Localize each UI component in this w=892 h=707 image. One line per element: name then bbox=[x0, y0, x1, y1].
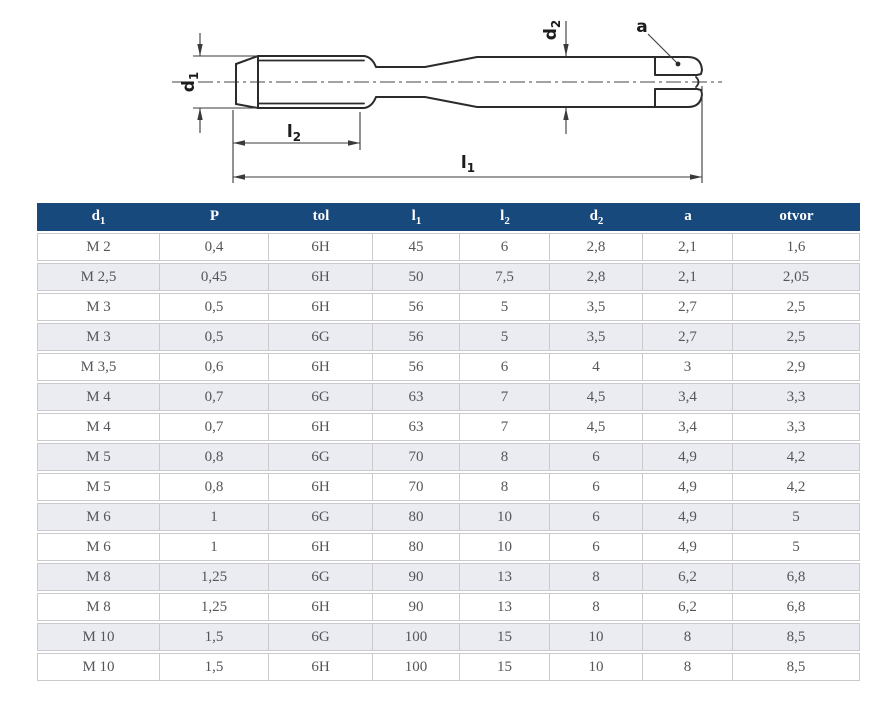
l2-arrow-left bbox=[233, 140, 245, 145]
tap-outline-bottom bbox=[236, 89, 702, 108]
table-cell: 2,1 bbox=[643, 233, 733, 261]
table-cell: 6 bbox=[550, 473, 643, 501]
table-cell: 90 bbox=[373, 563, 460, 591]
table-cell: 6G bbox=[269, 563, 373, 591]
table-cell: M 5 bbox=[37, 443, 160, 471]
table-cell: 10 bbox=[460, 533, 550, 561]
d2-arrow-top bbox=[563, 44, 568, 56]
table-cell: 3,4 bbox=[643, 383, 733, 411]
table-cell: 1,5 bbox=[160, 653, 269, 681]
table-cell: M 4 bbox=[37, 413, 160, 441]
table-cell: 4,9 bbox=[643, 503, 733, 531]
table-cell: 6G bbox=[269, 383, 373, 411]
column-header-text: d bbox=[589, 207, 598, 224]
table-cell: 56 bbox=[373, 353, 460, 381]
table-cell: 100 bbox=[373, 653, 460, 681]
table-cell: 10 bbox=[460, 503, 550, 531]
table-cell: 5 bbox=[733, 533, 860, 561]
table-cell: 3,3 bbox=[733, 383, 860, 411]
table-header-row bbox=[37, 203, 860, 231]
column-header-text: tol bbox=[312, 207, 330, 224]
column-header-text: l bbox=[500, 207, 505, 224]
table-row bbox=[37, 623, 860, 651]
table-cell: 10 bbox=[550, 653, 643, 681]
column-header-a bbox=[643, 203, 733, 231]
a-leader-dot bbox=[676, 62, 681, 67]
table-row bbox=[37, 563, 860, 591]
table-cell: 6G bbox=[269, 443, 373, 471]
table-cell: M 2,5 bbox=[37, 263, 160, 291]
table-cell: 6H bbox=[269, 593, 373, 621]
table-cell: 6H bbox=[269, 473, 373, 501]
table-cell: M 6 bbox=[37, 503, 160, 531]
column-header-d1 bbox=[37, 203, 160, 231]
table-cell: 6,2 bbox=[643, 593, 733, 621]
table-cell: 7 bbox=[460, 413, 550, 441]
table-cell: 1,5 bbox=[160, 623, 269, 651]
table-body bbox=[37, 233, 860, 681]
table-cell: 56 bbox=[373, 323, 460, 351]
table-cell: 6G bbox=[269, 623, 373, 651]
table-row bbox=[37, 653, 860, 681]
column-header-subscript: 1 bbox=[415, 214, 422, 227]
dimension-d2 bbox=[541, 20, 569, 134]
table-row bbox=[37, 353, 860, 381]
column-header-p bbox=[160, 203, 269, 231]
table-cell: 100 bbox=[373, 623, 460, 651]
table-row bbox=[37, 293, 860, 321]
column-header-text: l bbox=[411, 207, 416, 224]
table-cell: 70 bbox=[373, 473, 460, 501]
column-header-tol bbox=[269, 203, 373, 231]
dimension-l1 bbox=[233, 86, 702, 183]
table-cell: 8 bbox=[643, 653, 733, 681]
table-row bbox=[37, 323, 860, 351]
table-cell: 50 bbox=[373, 263, 460, 291]
column-header-l1 bbox=[373, 203, 460, 231]
table-header bbox=[37, 203, 860, 231]
table-cell: 6H bbox=[269, 533, 373, 561]
table-row bbox=[37, 383, 860, 411]
column-header-otvor bbox=[733, 203, 860, 231]
dimension-l2 bbox=[233, 110, 360, 183]
table-row bbox=[37, 473, 860, 501]
l1-arrow-right bbox=[690, 174, 702, 179]
table-row bbox=[37, 413, 860, 441]
column-header-text: a bbox=[684, 207, 692, 224]
table-cell: 80 bbox=[373, 503, 460, 531]
table-cell: M 10 bbox=[37, 653, 160, 681]
table-cell: 0,8 bbox=[160, 443, 269, 471]
table-cell: 4,5 bbox=[550, 383, 643, 411]
table-cell: 0,4 bbox=[160, 233, 269, 261]
table-cell: 1 bbox=[160, 503, 269, 531]
table-cell: 4,2 bbox=[733, 473, 860, 501]
table-cell: M 3 bbox=[37, 293, 160, 321]
table-cell: 0,5 bbox=[160, 323, 269, 351]
table-cell: 8,5 bbox=[733, 653, 860, 681]
table-row bbox=[37, 443, 860, 471]
l2-label: $l_2$ bbox=[286, 122, 302, 144]
table-cell: 6 bbox=[550, 533, 643, 561]
table-cell: 2,7 bbox=[643, 293, 733, 321]
table-cell: 3,3 bbox=[733, 413, 860, 441]
table-cell: 8 bbox=[550, 593, 643, 621]
table-cell: 13 bbox=[460, 563, 550, 591]
column-header-d2 bbox=[550, 203, 643, 231]
table-row bbox=[37, 233, 860, 261]
table-cell: 6G bbox=[269, 323, 373, 351]
table-cell: M 10 bbox=[37, 623, 160, 651]
table-cell: 8 bbox=[460, 473, 550, 501]
column-header-subscript: 1 bbox=[99, 214, 106, 227]
tap-technical-drawing bbox=[0, 0, 892, 199]
table-cell: 80 bbox=[373, 533, 460, 561]
table-cell: 6G bbox=[269, 503, 373, 531]
dimension-d1 bbox=[179, 33, 257, 133]
table-cell: 1,6 bbox=[733, 233, 860, 261]
table-cell: 1,25 bbox=[160, 593, 269, 621]
tap-dimensions-table bbox=[37, 201, 860, 683]
table-cell: 0,6 bbox=[160, 353, 269, 381]
table-cell: M 2 bbox=[37, 233, 160, 261]
table-cell: 70 bbox=[373, 443, 460, 471]
table-cell: 4,9 bbox=[643, 473, 733, 501]
table-cell: 6,8 bbox=[733, 563, 860, 591]
table-cell: M 6 bbox=[37, 533, 160, 561]
table-cell: 6,8 bbox=[733, 593, 860, 621]
d1-arrow-bottom bbox=[197, 108, 202, 120]
column-header-subscript: 2 bbox=[504, 214, 510, 227]
table-cell: 0,45 bbox=[160, 263, 269, 291]
table-cell: 7,5 bbox=[460, 263, 550, 291]
l2-arrow-right bbox=[348, 140, 360, 145]
table-cell: 6H bbox=[269, 353, 373, 381]
table-cell: M 5 bbox=[37, 473, 160, 501]
table-cell: 6,2 bbox=[643, 563, 733, 591]
table-cell: M 3,5 bbox=[37, 353, 160, 381]
table-cell: 0,8 bbox=[160, 473, 269, 501]
l1-arrow-left bbox=[233, 174, 245, 179]
table-cell: M 8 bbox=[37, 563, 160, 591]
table-cell: 5 bbox=[733, 503, 860, 531]
table-cell: 2,05 bbox=[733, 263, 860, 291]
table-cell: 0,5 bbox=[160, 293, 269, 321]
table-cell: 6H bbox=[269, 233, 373, 261]
table-cell: 4,9 bbox=[643, 443, 733, 471]
column-header-subscript: 2 bbox=[597, 214, 604, 227]
table-row bbox=[37, 263, 860, 291]
table-cell: 45 bbox=[373, 233, 460, 261]
table-cell: 2,5 bbox=[733, 323, 860, 351]
table-cell: 10 bbox=[550, 623, 643, 651]
l1-label: $l_1$ bbox=[460, 153, 476, 175]
d2-label: $d_2$ bbox=[541, 19, 563, 41]
table-cell: 2,8 bbox=[550, 263, 643, 291]
square-end-upper-edge bbox=[655, 57, 697, 75]
table-cell: 2,9 bbox=[733, 353, 860, 381]
tap-outline-top bbox=[236, 56, 702, 75]
square-end-lower-edge bbox=[655, 89, 697, 107]
table-cell: M 3 bbox=[37, 323, 160, 351]
column-header-text: d bbox=[91, 207, 100, 224]
table-cell: 8 bbox=[460, 443, 550, 471]
a-leader-line bbox=[648, 34, 678, 64]
d2-arrow-bottom bbox=[563, 108, 568, 120]
table-cell: 2,8 bbox=[550, 233, 643, 261]
table-cell: 6H bbox=[269, 653, 373, 681]
table-cell: 2,1 bbox=[643, 263, 733, 291]
table-cell: 1,25 bbox=[160, 563, 269, 591]
table-cell: 2,5 bbox=[733, 293, 860, 321]
table-cell: 5 bbox=[460, 293, 550, 321]
table-cell: 8 bbox=[643, 623, 733, 651]
table-cell: 3,5 bbox=[550, 323, 643, 351]
table-cell: 7 bbox=[460, 383, 550, 411]
table-row bbox=[37, 533, 860, 561]
table-cell: 0,7 bbox=[160, 383, 269, 411]
table-cell: 90 bbox=[373, 593, 460, 621]
table-cell: 6 bbox=[460, 353, 550, 381]
d1-label: $d_1$ bbox=[179, 71, 201, 93]
table-cell: 15 bbox=[460, 653, 550, 681]
table-cell: 13 bbox=[460, 593, 550, 621]
table-cell: 3,4 bbox=[643, 413, 733, 441]
table-cell: 2,7 bbox=[643, 323, 733, 351]
table-cell: 63 bbox=[373, 383, 460, 411]
column-header-text: P bbox=[209, 207, 220, 224]
table-cell: 56 bbox=[373, 293, 460, 321]
callout-a bbox=[636, 17, 680, 66]
d1-arrow-top bbox=[197, 44, 202, 56]
table-cell: 6 bbox=[550, 443, 643, 471]
table-cell: M 8 bbox=[37, 593, 160, 621]
table-row bbox=[37, 503, 860, 531]
table-cell: 6H bbox=[269, 293, 373, 321]
table-cell: 4,5 bbox=[550, 413, 643, 441]
table-cell: 4,2 bbox=[733, 443, 860, 471]
table-cell: 6H bbox=[269, 413, 373, 441]
table-cell: 4 bbox=[550, 353, 643, 381]
table-cell: M 4 bbox=[37, 383, 160, 411]
table-cell: 15 bbox=[460, 623, 550, 651]
table-cell: 8 bbox=[550, 563, 643, 591]
table-cell: 3,5 bbox=[550, 293, 643, 321]
table-cell: 4,9 bbox=[643, 533, 733, 561]
table-cell: 8,5 bbox=[733, 623, 860, 651]
table-cell: 1 bbox=[160, 533, 269, 561]
table-row bbox=[37, 593, 860, 621]
table-cell: 5 bbox=[460, 323, 550, 351]
tap-drawing-section bbox=[0, 0, 892, 199]
column-header-l2 bbox=[460, 203, 550, 231]
table-cell: 6 bbox=[460, 233, 550, 261]
table-cell: 3 bbox=[643, 353, 733, 381]
table-cell: 6H bbox=[269, 263, 373, 291]
table-cell: 63 bbox=[373, 413, 460, 441]
column-header-text: otvor bbox=[779, 207, 814, 224]
a-label: a bbox=[636, 17, 648, 37]
table-cell: 0,7 bbox=[160, 413, 269, 441]
table-cell: 6 bbox=[550, 503, 643, 531]
